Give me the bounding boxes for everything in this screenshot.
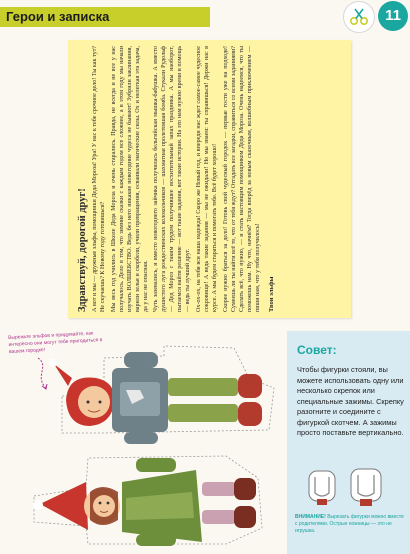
letter-signature: Твои эльфы — [267, 276, 275, 312]
letter-content — [73, 46, 347, 312]
scissors-icon — [348, 6, 370, 28]
elf-figure-upper — [44, 338, 284, 450]
section-title: Герои и записка — [6, 9, 110, 24]
tip-box — [287, 331, 410, 554]
letter-paragraph: Мы весь год учились в Школе Деда Мороза и очень старались. Правда, не всегда и не все у нас получалось. Дело в том, что зимние сказки с каждым годом все сложнее, а в этом году мы начали изучать ВОЛШЕБСТВО. Ведь без него никакие новогодние чудеса не бывают! Зубрили заклинания, варили зелья и скорбели, учили превращения, осваивали магические силы. Ох и нелегкая эта задача, да у нас не опасная. — [110, 46, 149, 312]
letter-paragraph: А вот и мы — дружные эльфы, помощники Деда Мороза! Ура! У нас к тебе срочное дело! Ты как тут? Не скучаешь? К Новому году готовишься? — [91, 46, 106, 312]
letter-paragraph: Ох-ох-ох, на тебя вся наша надежда! Скоро же Новый год, и впереди нас ждет самое-самое чудесное сокровище! А ведь такие задания — мы не ожидали! Но мы знаем: ты справишься! Держи нас в курсе. А мы будем стараться и помогать тебе. Всё будет хорошо! — [195, 46, 218, 312]
scissors-badge — [343, 1, 375, 33]
tip-title: Совет: — [297, 343, 337, 357]
cutout-note: Вырежьте эльфов и придумайте, как интересно они могут тебе пригодиться в вашем городке! — [8, 330, 103, 355]
header-band — [0, 7, 210, 27]
tip-warning-lead: ВНИМАНИЕ! — [295, 514, 326, 520]
letter-paragraph: Чуть зазевались, и вместо новогоднего зайчика получилась бельгийская мышка-бабушка. А вместо душистого луга рождественских колокольчиков — шахматная пролетевшая бомба. Стукали Рудольф — Дед Мороз с таким трудом получившее восхитительный запах праздника. А мы наоборот, пытаемся найти решение — вот такие задания, вот такие истории. На это нам нужно время и помощь — ведь ты лучший друг. — [152, 46, 191, 312]
page-number: 11 — [378, 1, 408, 31]
letter-greeting: Здравствуй, дорогой друг! — [76, 188, 88, 312]
tip-text: Чтобы фигурки стояли, вы можете использовать одну или несколько скрепок или специальные зажимы. Скрепку разогните и соедините с фигуркой скотчем. А зажимы просто поставьте вертикально. — [297, 365, 404, 438]
letter-paragraph: Скорее нужно браться за дело! Готовь свой чудесный городок — первые гости уже на подходе! Сумеешь ли ты найти всё то, что от тебя ждут? Отгадать все загадки, справиться со всеми заданиями? Сделать всё, что нужно, — и стать настоящим помощником Деда Мороза. Очень надеемся, что ты поможешь нам. Ну что, начнём? Тогда вперёд за новым сказочным, волшебным приключением — пиши нам, что у тебя получилось! — [222, 46, 261, 312]
clip-icon — [305, 463, 395, 509]
tip-warning — [295, 514, 407, 534]
letter-card — [68, 40, 351, 318]
elf-figure-lower — [26, 448, 276, 552]
tip-warning-text: Вырезать фигурки можно вместе с родителями. Острые ножницы — это не игрушка. — [295, 514, 404, 534]
